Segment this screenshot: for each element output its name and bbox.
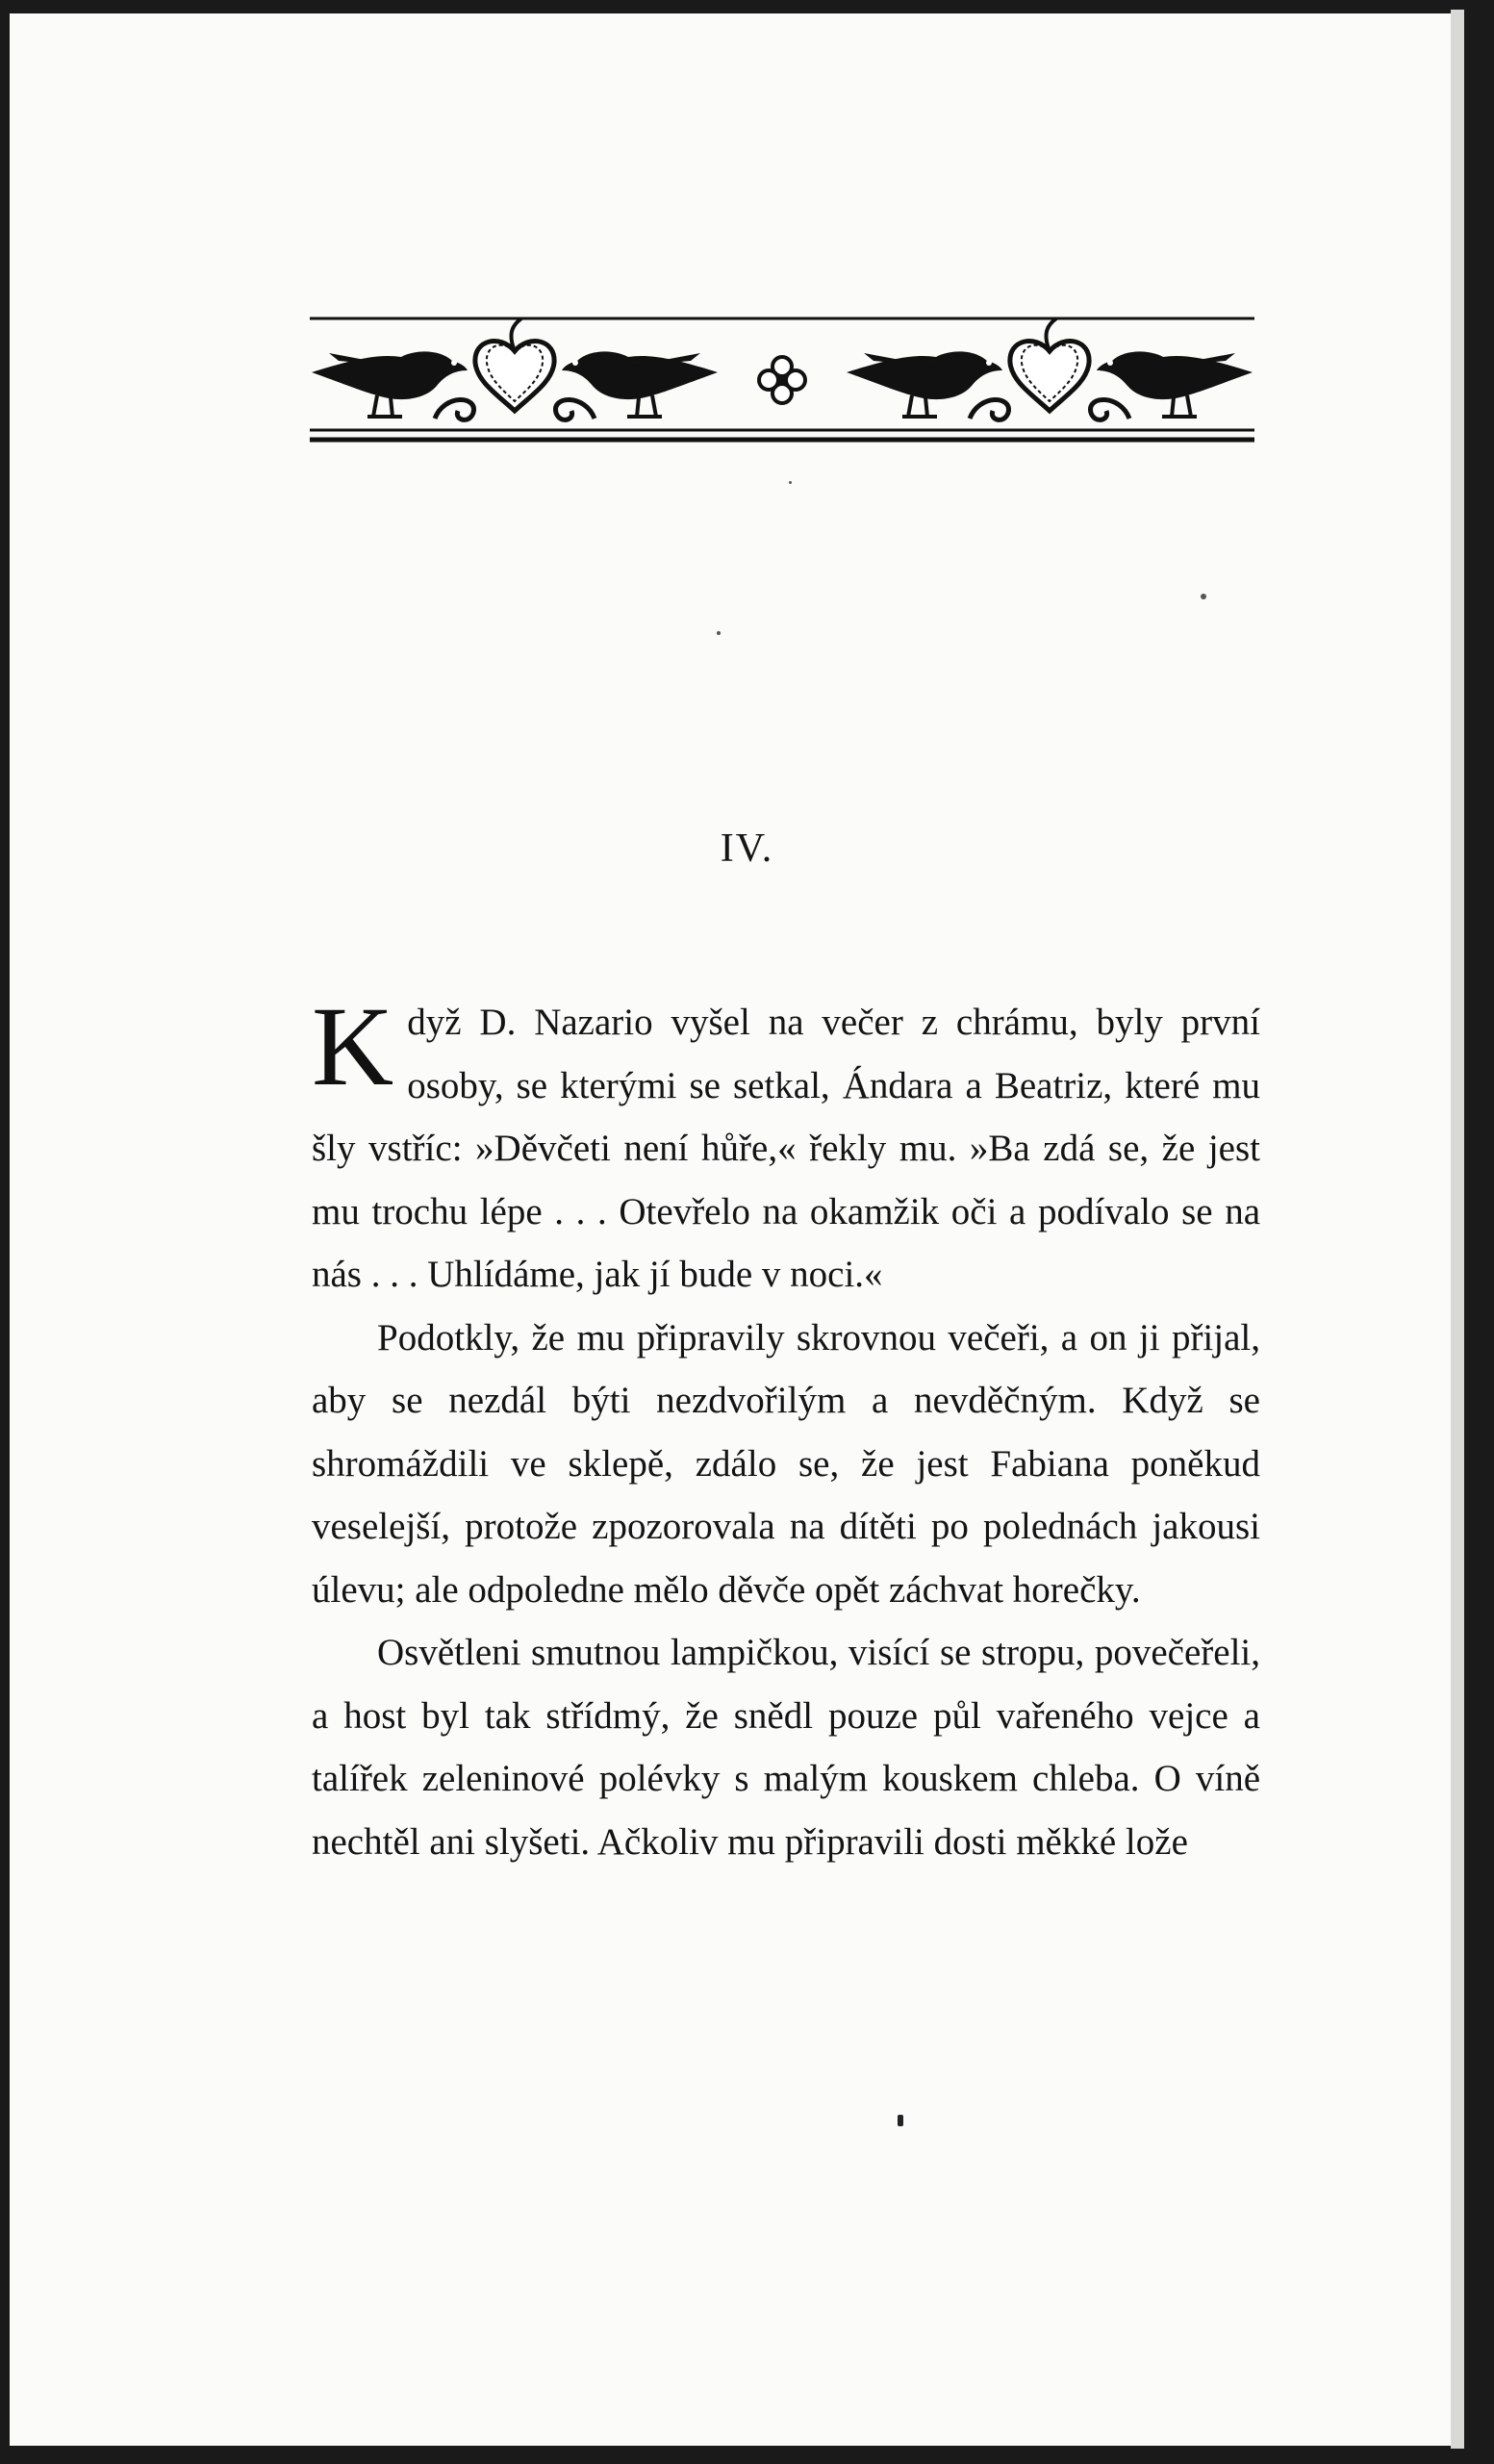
birds-heart-flower-ornament-icon xyxy=(310,313,1254,445)
chapter-number: IV. xyxy=(720,826,774,871)
flower-icon xyxy=(759,357,805,403)
page-edge xyxy=(1451,10,1464,2449)
scan-speck xyxy=(1201,594,1206,599)
body-text xyxy=(312,983,1260,1873)
paragraph-2: Podotkly, že mu připravily skrovnou večeři, a on ji přijal, aby se nezdál býti nezdvořilým a nevděčným. Když se shromáždili ve sklepě, zdálo se, že jest Fabiana poněkud veselejší, protože zpozorovala na dítěti po polednách jakousi úlevu; ale odpoledne mělo děvče opět záchvat horečky. xyxy=(312,1316,1260,1611)
right-bird-group-icon xyxy=(847,318,1253,419)
scan-speck xyxy=(789,481,792,484)
left-bird-group-icon xyxy=(312,318,718,419)
footer-mark xyxy=(898,2115,903,2126)
scan-speck xyxy=(717,631,721,635)
paragraph-3: Osvětleni smutnou lampičkou, visící se stropu, povečeřeli, a host byl tak střídmý, že snědl pouze půl vařeného vejce a talířek zeleninové polévky s malým kouskem chleba. O víně nechtěl ani slyšeti. Ačkoliv mu připravili dosti měkké lože xyxy=(312,1632,1260,1863)
drop-cap: K xyxy=(312,983,394,1109)
paragraph-1-text: dyž D. Nazario vyšel na večer z chrámu, byly první osoby, se kterými se setkal, Ándara a Beatriz, které mu šly vstříc: »Děvčeti není hůře,« řekly mu. »Ba zdá se, že jest mu trochu lépe . . . Otevřelo na okamžik oči a podívalo se na nás . . . Uhlídáme, jak jí bude v noci.« xyxy=(312,1002,1260,1295)
paragraph-1 xyxy=(312,983,1260,1307)
